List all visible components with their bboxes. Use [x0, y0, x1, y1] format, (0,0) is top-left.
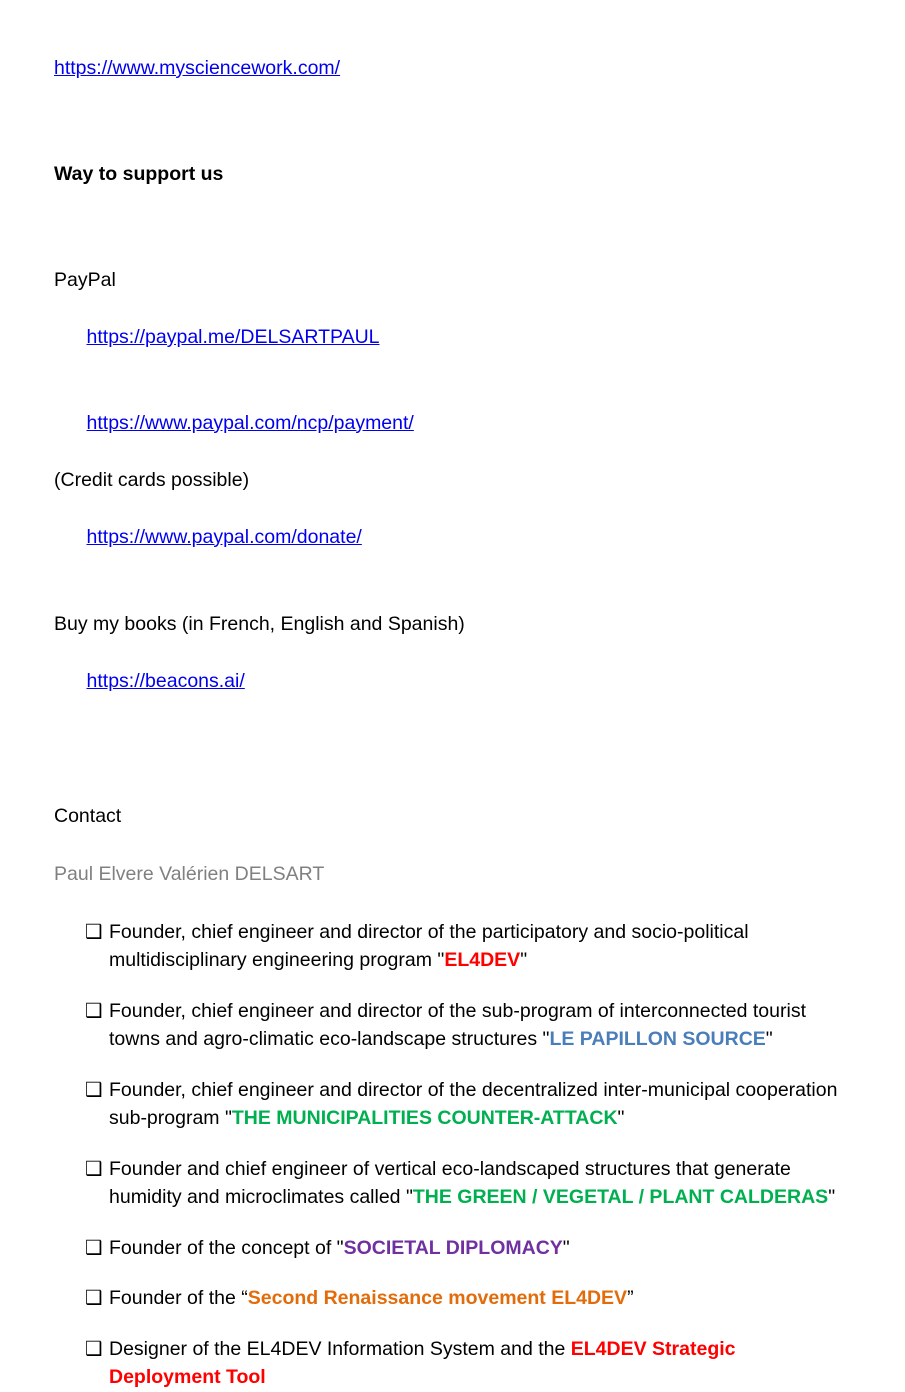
plain-text: Founder of the concept of ": [109, 1236, 344, 1259]
bullet-square-icon: ❑: [85, 1287, 103, 1309]
support-heading: Way to support us: [54, 163, 224, 185]
list-item: [54, 1284, 845, 1313]
plain-text: ”: [627, 1287, 634, 1309]
emphasis-text: the EL4DEV Information System: [214, 1337, 495, 1360]
emphasis-text: EL4DEV: [444, 949, 521, 971]
list-item: [54, 1155, 845, 1212]
plain-text: Designer of: [109, 1337, 215, 1360]
paypal-ncp-link[interactable]: https://www.paypal.com/ncp/payment/: [86, 411, 414, 434]
paypal-me-row: [54, 295, 845, 381]
list-item: [54, 1234, 845, 1263]
emphasis-text: Second Renaissance movement EL4DEV: [247, 1287, 628, 1309]
spacer: [54, 82, 845, 160]
spacer: [54, 724, 845, 802]
list-item: [54, 1335, 845, 1392]
mysciencework-link[interactable]: https://www.mysciencework.com/: [54, 57, 341, 79]
plain-text: Founder and chief engineer of vertical eco-landscaped structures that generate humidity and microclimates called ": [109, 1157, 791, 1208]
contact-label: Contact: [54, 804, 122, 827]
bullet-square-icon: ❑: [85, 1337, 103, 1360]
top-link-row: [54, 54, 845, 82]
list-item-text: [109, 997, 845, 1054]
list-item-text: [109, 1284, 845, 1313]
plain-text: ": [765, 1028, 773, 1050]
emphasis-text: THE GREEN / VEGETAL / PLANT CALDERAS: [412, 1186, 829, 1208]
plain-text: Founder, chief engineer and director of the sub-program of interconnected tourist towns and agro-climatic eco-landscape structures ": [109, 999, 806, 1050]
list-item-text: [109, 1155, 845, 1212]
bullet-square-icon: ❑: [85, 1078, 103, 1101]
plain-text: ": [617, 1107, 625, 1129]
author-name: Paul Elvere Valérien DELSART: [54, 862, 325, 885]
plain-text: ": [562, 1236, 570, 1259]
books-block: [54, 610, 845, 724]
plain-text: ": [520, 949, 528, 971]
spacer: [54, 580, 845, 610]
plain-text: Founder, chief engineer and director of the decentralized inter-municipal cooperation sub-program ": [109, 1078, 838, 1129]
paypal-donate-link[interactable]: https://www.paypal.com/donate/: [86, 525, 362, 548]
books-label: Buy my books (in French, English and Spanish): [54, 612, 465, 635]
paypal-block: [54, 266, 845, 580]
list-item-text: [109, 1335, 845, 1392]
list-item-text: [109, 1076, 845, 1133]
bullet-square-icon: ❑: [85, 1157, 103, 1180]
paypal-label: PayPal: [54, 269, 116, 291]
bullet-square-icon: ❑: [85, 999, 103, 1022]
list-item-text: [109, 918, 845, 975]
paypal-donate-row: [54, 494, 845, 580]
bullet-square-icon: ❑: [85, 1236, 103, 1259]
plain-text: and the: [494, 1337, 571, 1360]
credit-cards-note: (Credit cards possible): [54, 468, 250, 491]
bullet-square-icon: ❑: [85, 920, 103, 943]
emphasis-text: THE MUNICIPALITIES COUNTER-ATTACK: [231, 1107, 618, 1129]
spacer: [54, 888, 845, 918]
paypal-me-link[interactable]: https://paypal.me/DELSARTPAUL: [86, 326, 380, 348]
list-item: [54, 997, 845, 1054]
plain-text: Founder of the “: [109, 1287, 248, 1309]
paypal-ncp-row: [54, 380, 845, 466]
plain-text: ": [828, 1186, 836, 1208]
books-link-row: [54, 638, 845, 724]
emphasis-text: SOCIETAL DIPLOMACY: [343, 1236, 563, 1259]
spacer: [54, 188, 845, 266]
list-item: [54, 918, 845, 975]
beacons-link[interactable]: https://beacons.ai/: [86, 669, 245, 692]
spacer: [54, 830, 845, 860]
list-item-text: [109, 1234, 845, 1263]
list-item: [54, 1076, 845, 1133]
emphasis-text: LE PAPILLON SOURCE: [549, 1028, 766, 1050]
plain-text: Founder, chief engineer and director of the participatory and socio-political multidisciplinary engineering program ": [109, 920, 749, 971]
credentials-list: [54, 918, 845, 1392]
emphasis-text: EL4DEV Strategic Deployment Tool: [109, 1337, 736, 1388]
